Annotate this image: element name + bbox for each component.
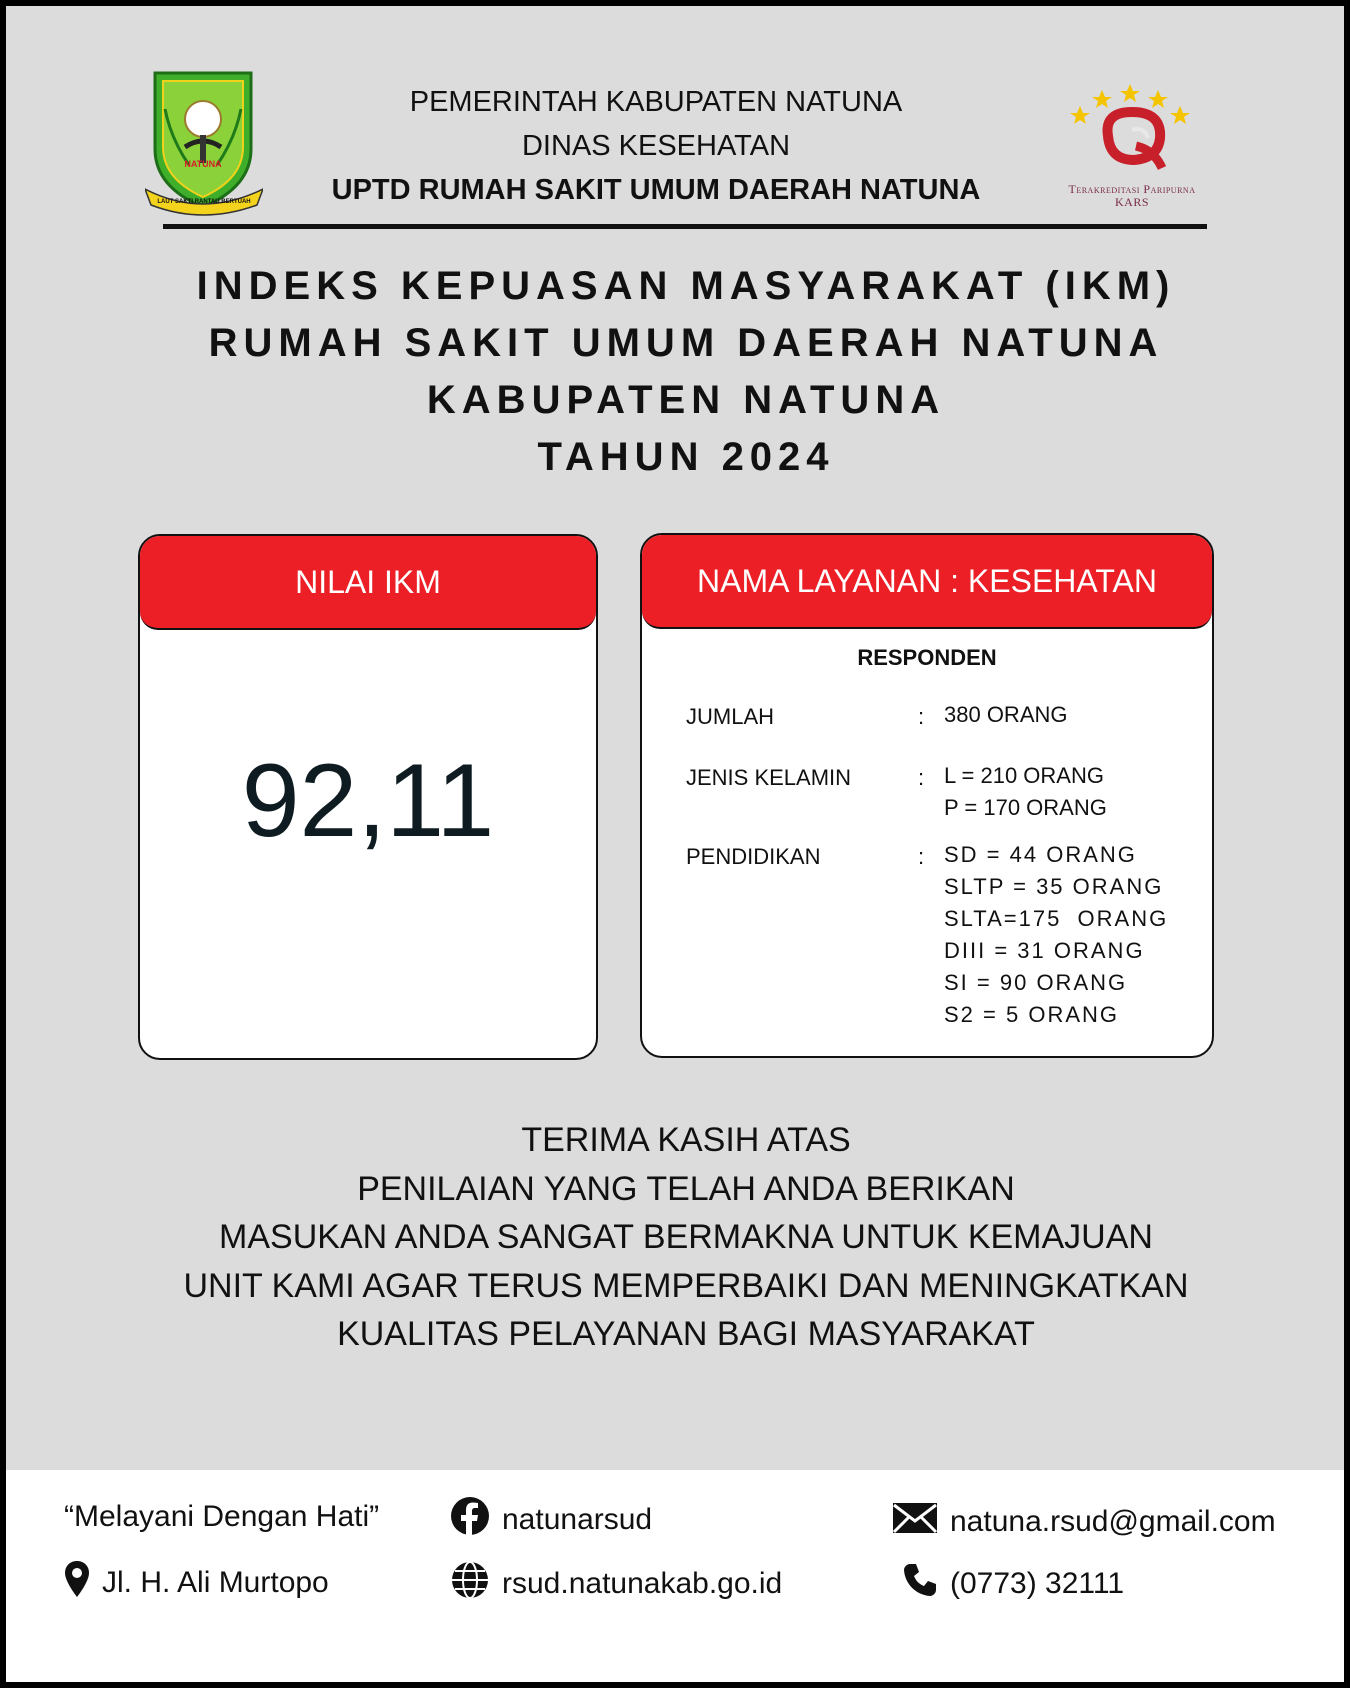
star-icon [1070, 106, 1090, 124]
star-icon [1092, 90, 1112, 108]
total-colon: : [918, 704, 925, 729]
government-line: PEMERINTAH KABUPATEN NATUNA [409, 86, 903, 118]
facebook-contact[interactable] [450, 1496, 652, 1544]
map-pin-icon [64, 1560, 102, 1606]
education-values [944, 839, 1168, 1031]
education-si: SI = 90 ORANG [944, 970, 1128, 995]
total-value: 380 ORANG [944, 702, 1068, 727]
letterhead [6, 6, 1344, 236]
kars-accreditation-logo [1044, 76, 1220, 216]
motto [64, 1500, 379, 1534]
title-line-4: TAHUN 2024 [537, 435, 835, 479]
phone-icon [902, 1562, 950, 1606]
address [64, 1560, 329, 1606]
email-contact[interactable] [892, 1502, 1276, 1542]
facebook-handle[interactable]: natunarsud [502, 1503, 653, 1536]
star-icon [1120, 84, 1140, 102]
natuna-emblem-logo [145, 69, 263, 219]
total-label: JUMLAH [686, 704, 775, 729]
header-divider [163, 224, 1207, 229]
kars-caption-line1: Terakreditasi Paripurna [1068, 182, 1196, 196]
gender-label: JENIS KELAMIN [686, 765, 852, 790]
education-sd: SD = 44 ORANG [944, 842, 1137, 867]
envelope-icon [892, 1502, 950, 1542]
motto-text: “Melayani Dengan Hati” [64, 1500, 380, 1533]
address-text: Jl. H. Ali Murtopo [102, 1566, 329, 1599]
ikm-card-heading: NILAI IKM [140, 536, 596, 630]
thanks-line-4: UNIT KAMI AGAR TERUS MEMPERBAIKI DAN MENINGKATKAN [183, 1266, 1189, 1305]
education-s2: S2 = 5 ORANG [944, 1002, 1120, 1027]
gender-male-value: L = 210 ORANG [944, 763, 1104, 788]
education-colon: : [918, 844, 925, 869]
website-url[interactable]: rsud.natunakab.go.id [502, 1567, 783, 1600]
star-icon [1148, 90, 1168, 108]
hospital-line: UPTD RUMAH SAKIT UMUM DAERAH NATUNA [331, 174, 981, 206]
education-label: PENDIDIKAN [686, 844, 821, 869]
education-diii: DIII = 31 ORANG [944, 938, 1145, 963]
thank-you-message [66, 1116, 1306, 1359]
gender-colon: : [918, 765, 925, 790]
contact-footer [6, 1470, 1344, 1682]
kars-caption [1044, 183, 1220, 209]
star-icon [1170, 106, 1190, 124]
thanks-line-5: KUALITAS PELAYANAN BAGI MASYARAKAT [337, 1315, 1035, 1353]
globe-icon [450, 1560, 502, 1608]
title-line-3: KABUPATEN NATUNA [426, 378, 946, 422]
website-contact[interactable] [450, 1560, 782, 1608]
education-slta: SLTA=175 ORANG [944, 906, 1169, 931]
ikm-score-card [138, 534, 598, 1060]
kars-caption-line2: KARS [1114, 195, 1149, 209]
thanks-line-2: PENILAIAN YANG TELAH ANDA BERIKAN [357, 1169, 1015, 1208]
gender-female-value: P = 170 ORANG [944, 795, 1107, 820]
respondents-heading: RESPONDEN [857, 645, 997, 670]
facebook-icon [450, 1496, 502, 1544]
agency-heading [296, 80, 1016, 212]
gender-values [944, 760, 1107, 824]
thanks-line-3: MASUKAN ANDA SANGAT BERMAKNA UNTUK KEMAJUAN [219, 1218, 1153, 1256]
page-title [96, 258, 1276, 486]
education-sltp: SLTP = 35 ORANG [944, 874, 1164, 899]
ikm-score-value: 92,11 [241, 743, 495, 859]
thanks-line-1: TERIMA KASIH ATAS [521, 1121, 851, 1159]
page-frame [6, 6, 1344, 1682]
phone-contact[interactable] [902, 1562, 1124, 1606]
emblem-motto-text: LAUT SAKTI RANTAU BERTUAH [157, 199, 251, 205]
title-line-1: INDEKS KEPUASAN MASYARAKAT (IKM) [196, 264, 1176, 308]
service-respondents-card [640, 533, 1214, 1058]
service-card-heading: NAMA LAYANAN : KESEHATAN [642, 535, 1212, 629]
title-line-2: RUMAH SAKIT UMUM DAERAH NATUNA [208, 321, 1164, 365]
department-line: DINAS KESEHATAN [521, 130, 791, 162]
email-address[interactable]: natuna.rsud@gmail.com [950, 1505, 1276, 1538]
emblem-name-text: NATUNA [184, 159, 222, 169]
phone-number[interactable]: (0773) 32111 [950, 1567, 1125, 1600]
